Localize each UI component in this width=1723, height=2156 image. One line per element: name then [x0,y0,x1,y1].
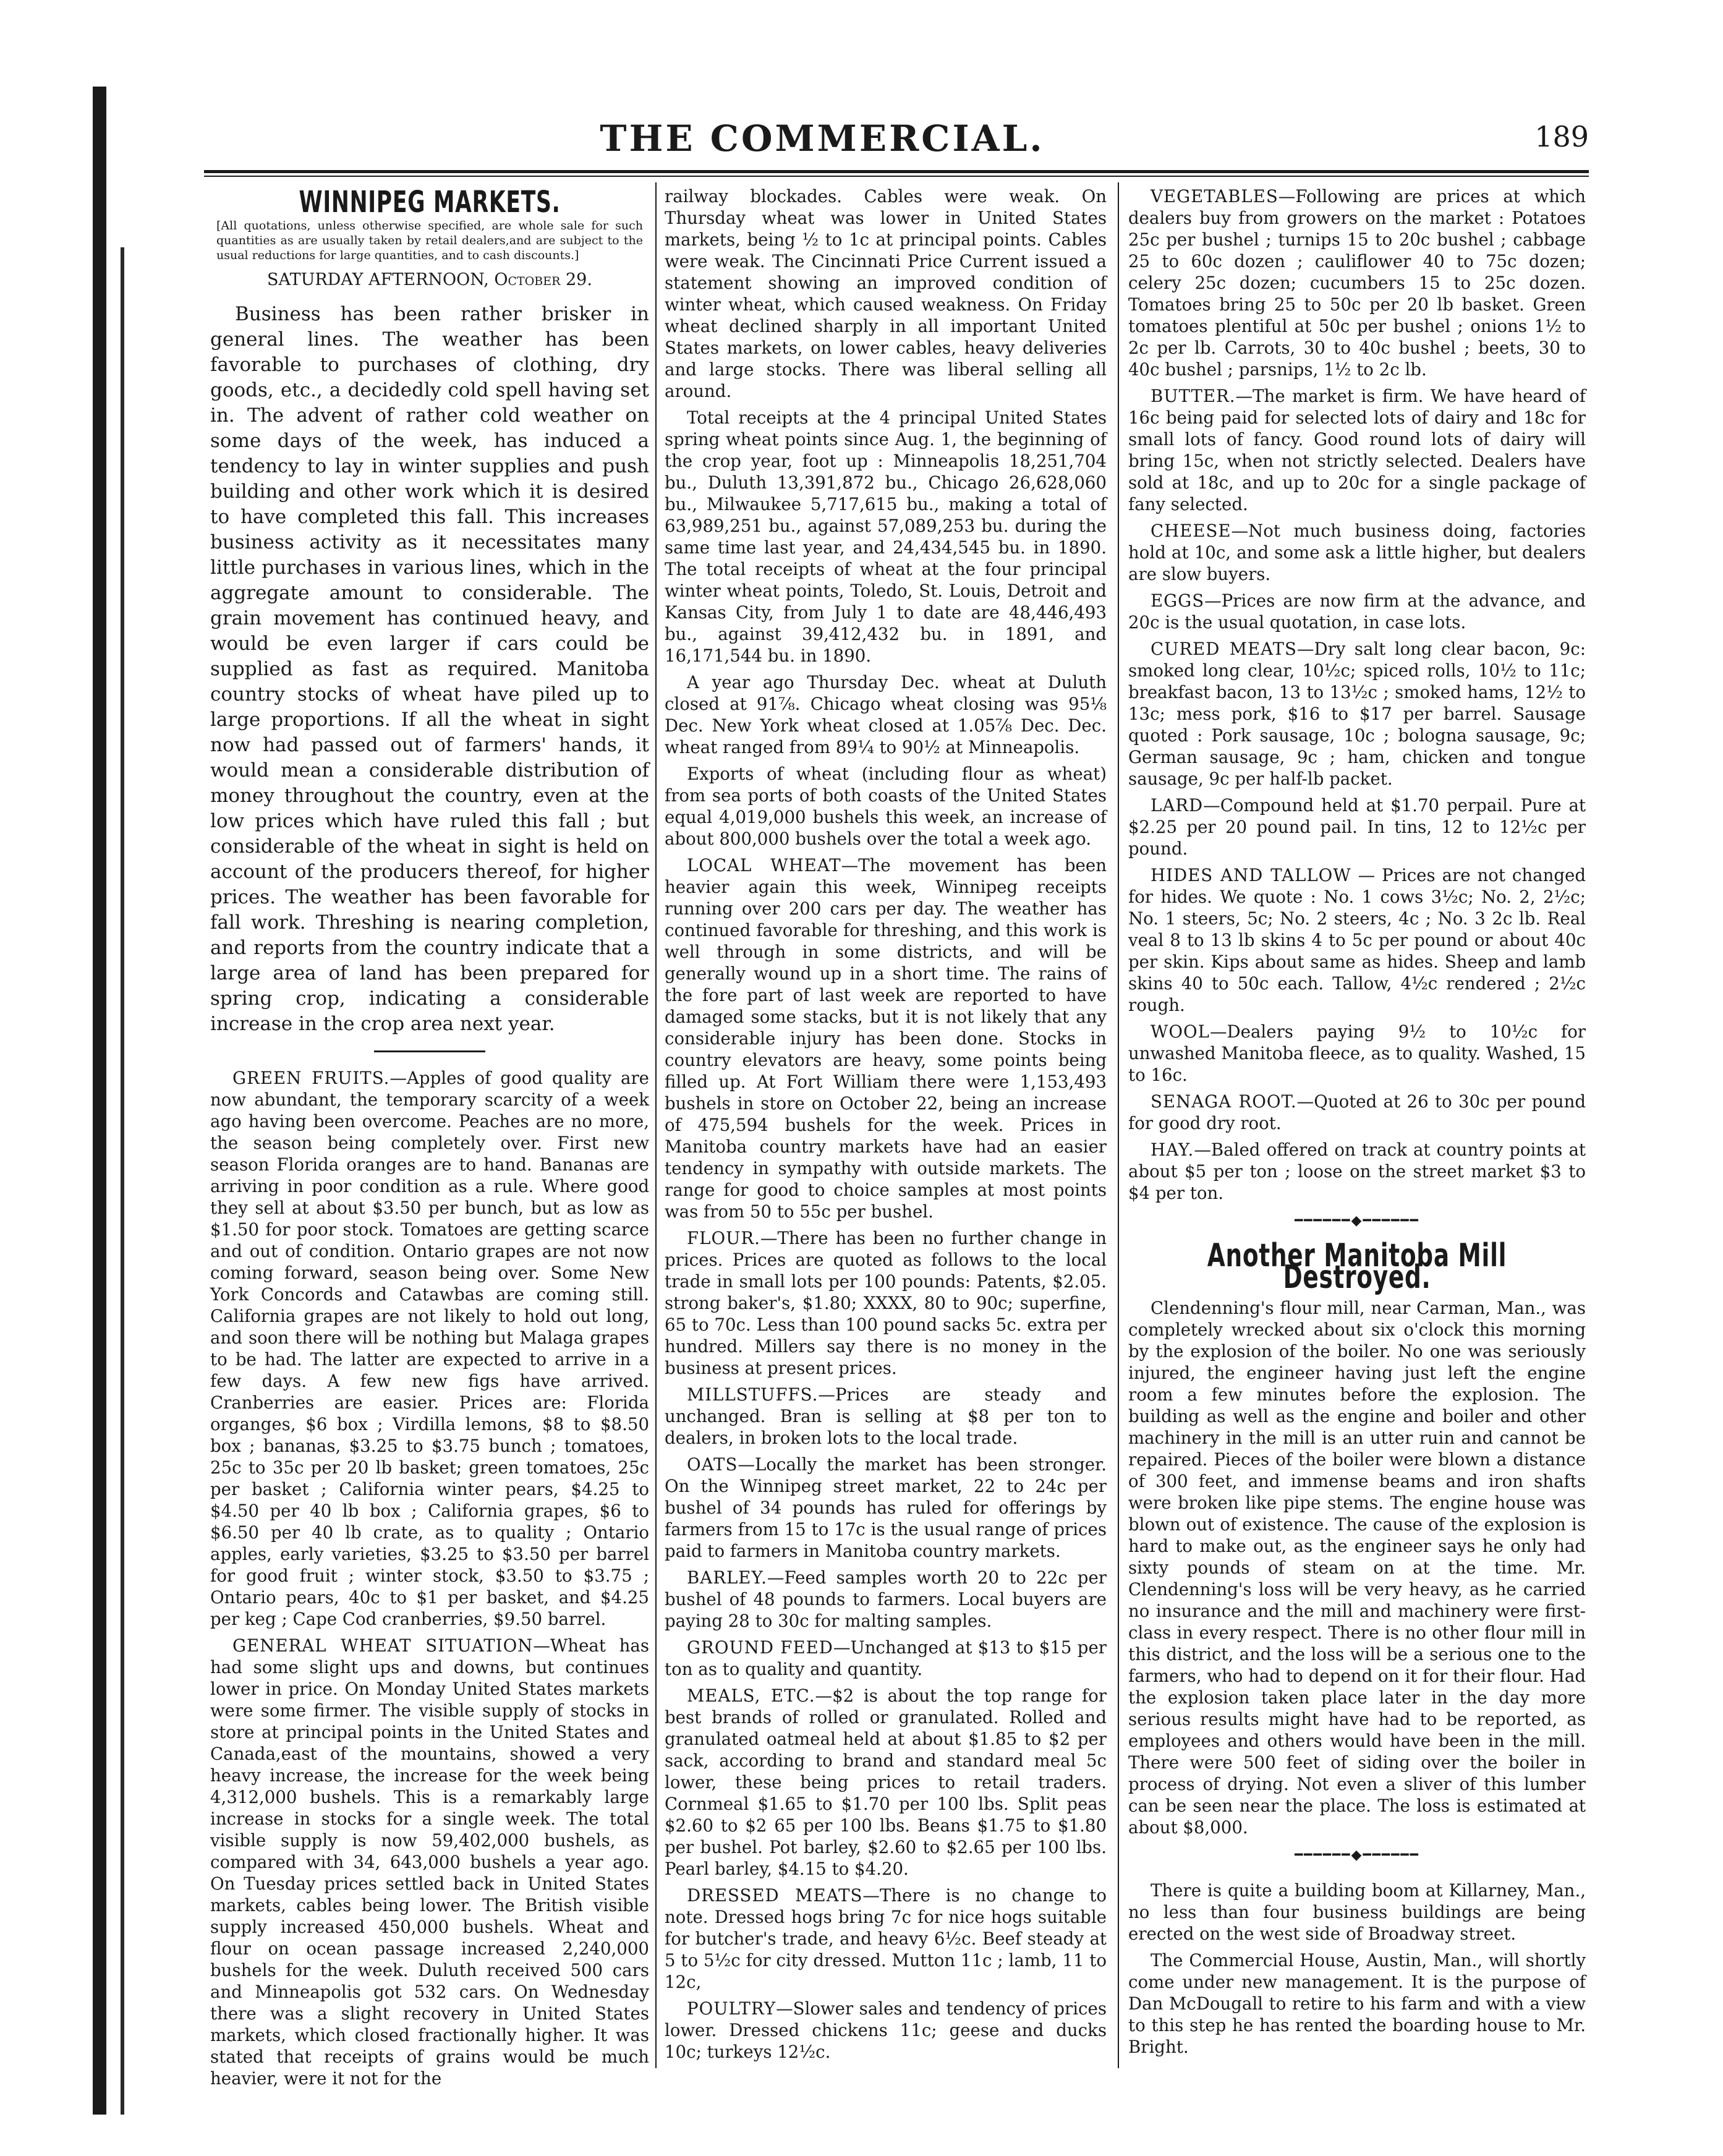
hides-paragraph: HIDES AND TALLOW — Prices are not changed for hides. We quote : No. 1 cows 3½c; No. 2, 2½c; No. 1 steers, 5c; No. 2 steers, 4c ; No. 3 2c lb. Real veal 8 to 13 lb skins 4 to 5c per pound or about 40c per skin. Kips about same as hides. Sheep and lamb skins 40 to 50c each. Tallow, 4½c rendered ; 2½c rough. [1128,865,1586,1015]
senaga-label: SENAGA ROOT. [1151,1091,1297,1112]
barley-paragraph: BARLEY.—Feed samples worth 20 to 22c per bushel of 48 pounds to farmers. Local buyers are paying 28 to 30c for malting samples. [665,1567,1107,1631]
butter-paragraph: BUTTER.—The market is firm. We have heard of 16c being paid for selected lots of dairy and 18c for small lots of fancy. Good round lots of dairy will bring 15c, when not strictly selected. Dealers have sold at 18c, and up to 20c for a single package of fany selected. [1128,386,1586,514]
wheat-situation-paragraph: GENERAL WHEAT SITUATION—Wheat has had some slight ups and downs, but continues lower in price. On Monday United States markets were some firmer. The visible supply of stocks in store at principal points in the United States and Canada,east of the mountains, showed a very heavy increase, the increase for the week being 4,312,000 bushels. This is a remarkably large increase in stocks for a single week. The total visible supply is now 59,402,000 bushels, as compared with 34, 643,000 bushels a year ago. On Tuesday prices settled back in United States markets, cables being lower. The British visible supply increased 450,000 bushels. Wheat and flour on ocean passage increased 2,240,000 bushels for the week. Duluth received 500 cars and Minneapolis got 532 cars. On Wednesday there was a slight recovery in United States markets, which closed fractionally higher. It was stated that receipts of grains would be much heavier, were it not for the [210,1635,649,2089]
ornament-divider: ━━━━━━◆━━━━━━ [1295,1847,1419,1863]
local-wheat-paragraph: LOCAL WHEAT—The movement has been heavier again this week, Winnipeg receipts running over 200 cars per day. The weather has continued favorable for threshing, and this work is well through in some districts, and will be generally wound up in a short time. The rains of the fore part of last week are reported to have damaged some stacks, but it is not likely that any considerable injury has been done. Stocks in country elevators are heavy, some points being filled up. At Fort William there were 1,153,493 bushels in store on October 22, being an increase of 475,594 bushels for the week. Prices in Manitoba country markets have had an easier tendency in sympathy with outside markets. The range for good to choice samples at most points was from 50 to 55c per bushel. [665,855,1107,1222]
dressed-meats-paragraph: DRESSED MEATS—There is no change to note. Dressed hogs bring 7c for nice hogs suitable for butcher's trade, and heavy 6½c. Beef steady at 5 to 5½c for city dressed. Mutton 11c ; lamb, 11 to 12c, [665,1885,1107,1992]
column-2 [665,185,1107,2068]
austin-note: The Commercial House, Austin, Man., will shortly come under new management. It is the purpose of Dan McDougall to retire to his farm and with a view to this step he has rented the boarding house to Mr. Bright. [1128,1950,1586,2057]
year-ago-paragraph: A year ago Thursday Dec. wheat at Duluth closed at 91⅞. Chicago wheat closing was 95⅛ Dec. New York wheat closed at 1.05⅞ Dec. Dec. wheat ranged from 89¼ to 90½ at Minneapolis. [665,672,1107,757]
ground-feed-paragraph: GROUND FEED—Unchanged at $13 to $15 per ton as to quality and quantity. [665,1637,1107,1679]
cured-meats-paragraph: CURED MEATS—Dry salt long clear bacon, 9c: smoked long clear, 10½c; spiced rolls, 10½ to 11c; breakfast bacon, 13 to 13½c ; smoked hams, 12½ to 13c; mess pork, $16 to $17 per barrel. Sausage quoted : Pork sausage, 10c ; bologna sausage, 9c; German sausage, 9c ; ham, chicken and tongue sausage, 9c per half-lb packet. [1128,639,1586,789]
markets-intro: Business has been rather brisker in general lines. The weather has been favorable to purchases of clothing, dry goods, etc., a decidedly cold spell having set in. The advent of rather cold weather on some days of the week, has induced a tendency to lay in winter supplies and push building and other work which it is desired to have completed this fall. This increases business activity as it necessitates many little purchases in various lines, which in the aggregate amount to considerable. The grain movement has continued heavy, and would be even larger if cars could be supplied as fast as required. Manitoba country stocks of wheat have piled up to large proportions. If all the wheat in sight now had passed out of farmers' hands, it would mean a considerable distribution of money throughout the country, even at the low prices which have ruled this fall ; but considerable of the wheat in sight is held on account of the producers thereof, for higher prices. The weather has been favorable for fall work. Threshing is nearing completion, and reports from the country indicate that a large area of land has been prepared for spring crop, indicating a considerable increase in the crop area next year. [210,303,649,1035]
millstuffs-label: MILLSTUFFS. [687,1384,819,1405]
wool-paragraph: WOOL—Dealers paying 9½ to 10½c for unwashed Manitoba fleece, as to quality. Washed, 15 to 16c. [1128,1021,1586,1085]
flour-paragraph: FLOUR.—There has been no further change in prices. Prices are quoted as follows to the local trade in small lots per 100 pounds: Patents, $2.05. strong baker's, $1.80; XXXX, 80 to 90c; superfine, 65 to 70c. Less than 100 pound sacks 5c. extra per hundred. Millers say there is no money in the business at present prices. [665,1228,1107,1378]
column-divider [655,182,657,2068]
local-wheat-label: LOCAL WHEAT [687,855,841,876]
column-3 [1128,185,1586,2063]
lard-paragraph: LARD—Compound held at $1.70 perpail. Pure at $2.25 per 20 pound pail. In tins, 12 to 12½c per pound. [1128,795,1586,859]
green-fruits-paragraph: GREEN FRUITS.—Apples of good quality are now abundant, the temporary scarcity of a week ago having been overcome. Peaches are no more, the season being completely over. First new season Florida oranges are to hand. Bananas are arriving in poor condition as a rule. Where good they sell at about $3.50 per bunch, but as low as $1.50 for poor stock. Tomatoes are getting scarce and out of condition. Ontario grapes are not now coming forward, season being over. Some New York Concords and Catawbas are coming still. California grapes are not likely to hold out long, and soon there will be nothing but Malaga grapes to be had. The latter are expected to arrive in a few days. A few new figs have arrived. Cranberries are easier. Prices are: Florida organges, $6 box ; Virdilla lemons, $8 to $8.50 box ; bananas, $3.25 to $3.75 bunch ; tomatoes, 25c to 35c per 20 lb basket; green tomatoes, 25c per basket ; California winter pears, $4.25 to $4.50 per 40 lb box ; California grapes, $6 to $6.50 per 40 lb crate, as to quality ; Ontario apples, early varieties, $3.25 to $3.50 per barrel for good fruit ; winter stock, $3.50 to $3.75 ; Ontario pears, 40c to $1 per basket, and $4.25 per keg ; Cape Cod cranberries, $9.50 barrel. [210,1068,649,1629]
lard-label: LARD [1151,795,1204,816]
cheese-label: CHEESE [1151,521,1232,541]
dateline: SATURDAY AFTERNOON, October 29. [267,270,592,289]
meals-label: MEALS, ETC. [687,1685,815,1706]
column-1 [210,185,649,2094]
receipts-paragraph: Total receipts at the 4 principal United States spring wheat points since Aug. 1, the beginning of the crop year, foot up : Minneapolis 18,251,704 bu., Duluth 13,391,872 bu., Chicago 26,628,060 bu., Milwaukee 5,717,615 bu., making a total of 63,989,251 bu., against 57,089,253 bu. during the same time last year, and 24,434,545 bu. in 1890. The total receipts of wheat at the four principal winter wheat points, Toledo, St. Louis, Detroit and Kansas City, from July 1 to date are 48,446,493 bu., against 39,412,432 bu. in 1891, and 16,171,544 bu. in 1890. [665,407,1107,666]
wheat-continued: railway blockades. Cables were weak. On Thursday wheat was lower in United States markets, being ½ to 1c at principal points. Cables were weak. The Cincinnati Price Current issued a statement showing an improved condition of winter wheat, which caused weakness. On Friday wheat declined sharply in all important United States markets, on lower cables, heavy deliveries and large stocks. There was liberal selling all around. [665,186,1107,401]
hides-label: HIDES AND TALLOW [1151,865,1351,885]
dressed-meats-label: DRESSED MEATS [687,1885,863,1906]
markets-heading: WINNIPEG MARKETS. [299,185,561,219]
masthead-title: THE COMMERCIAL. [600,117,1045,160]
mill-article: Clendenning's flour mill, near Carman, Man., was completely wrecked about six o'clock this morning by the explosion of the boiler. No one was seriously injured, the engineer having just left the engine room a few minutes before the explosion. The building as well as the engine and boiler and other machinery in the mill is an utter ruin and cannot be repaired. Pieces of the boiler were blown a distance of 300 feet, and immense beams and iron shafts were broken like pipe stems. The engine house was blown out of existence. The cause of the explosion is hard to make out, as the engineer says he only had sixty pounds of steam on at the time. Mr. Clendenning's loss will be very heavy, as he carried no insurance and the mill and machinery were first-class in every respect. There is no other flour mill in this district, and the loss will be a serious one to the farmers, who had to depend on it for their flour. Had the explosion taken place later in the day more serious results might have had to be reported, as employees and others would have been in the mill. There were 500 feet of siding over the boiler in process of drying. Not even a sliver of this lumber can be seen near the place. The loss is estimated at about $8,000. [1128,1298,1586,1838]
masthead-rule [204,170,1589,173]
masthead-rule-thin [204,176,1589,177]
vegetables-label: VEGETABLES [1151,186,1278,207]
wheat-situation-label: GENERAL WHEAT SITUATION [232,1635,534,1656]
poultry-label: POULTRY [687,1998,776,2019]
page-number: 189 [1534,120,1589,153]
hay-paragraph: HAY.—Baled offered on track at country points at about $5 per ton ; loose on the street market $3 to $4 per ton. [1128,1140,1586,1203]
oats-label: OATS [687,1454,738,1475]
cured-meats-label: CURED MEATS [1151,639,1297,659]
binding-shadow [121,247,124,2115]
ground-feed-label: GROUND FEED [687,1637,833,1658]
poultry-paragraph: POULTRY—Slower sales and tendency of prices lower. Dressed chickens 11c; geese and ducks 10c; turkeys 12½c. [665,1998,1107,2062]
column-divider [1118,182,1119,2068]
masthead [198,117,1595,167]
wool-label: WOOL [1151,1021,1210,1042]
cheese-paragraph: CHEESE—Not much business doing, factories hold at 10c, and some ask a little higher, but dealers are slow buyers. [1128,521,1586,584]
ornament-divider: ━━━━━━◆━━━━━━ [1295,1213,1419,1229]
eggs-paragraph: EGGS—Prices are now firm at the advance, and 20c is the usual quotation, in case lots. [1128,590,1586,633]
binding-edge [93,87,106,2115]
senaga-paragraph: SENAGA ROOT.—Quoted at 26 to 30c per pound for good dry root. [1128,1091,1586,1133]
millstuffs-paragraph: MILLSTUFFS.—Prices are steady and unchanged. Bran is selling at $8 per ton to dealers, in broken lots to the local trade. [665,1384,1107,1448]
eggs-label: EGGS [1151,590,1205,611]
green-fruits-label: GREEN FRUITS. [232,1068,390,1088]
barley-label: BARLEY. [687,1567,767,1588]
meals-paragraph: MEALS, ETC.—$2 is about the top range for best brands of rolled or granulated. Rolled and granulated oatmeal held at about $1.85 to $2 per sack, according to brand and standard meal 5c lower, these being prices to retail traders. Cornmeal $1.65 to $1.70 per 100 lbs. Split peas $2.60 to $2 65 per 100 lbs. Beans $1.75 to $1.80 per bushel. Pot barley, $2.60 to $2.65 per 100 lbs. Pearl barley, $4.15 to $4.20. [665,1685,1107,1879]
section-rule [374,1050,485,1052]
quotations-note: [All quotations, unless otherwise specified, are whole sale for such quantities as are usually taken by retail dealers,and are subject to the usual reductions for large quantities, and to cash discounts.] [216,219,643,262]
vegetables-paragraph: VEGETABLES—Following are prices at which dealers buy from growers on the market : Potatoes 25c per bushel ; turnips 15 to 20c bushel ; cabbage 25 to 60c dozen ; cauliflower 40 to 75c dozen; celery 25c dozen; cucumbers 15 to 25c dozen. Tomatoes bring 25 to 50c per 20 lb basket. Green tomatoes plentiful at 50c per bushel ; onions 1½ to 2c per lb. Carrots, 30 to 40c bushel ; beets, 30 to 40c bushel ; parsnips, 1½ to 2c lb. [1128,186,1586,380]
hay-label: HAY. [1151,1140,1194,1160]
mill-heading: Another Manitoba Mill Destroyed. [1207,1237,1507,1296]
killarney-note: There is quite a building boom at Killarney, Man., no less than four business buildings are being erected on the west side of Broadway street. [1128,1880,1586,1944]
flour-label: FLOUR. [687,1228,760,1248]
exports-paragraph: Exports of wheat (including flour as wheat) from sea ports of both coasts of the United States equal 4,019,000 bushels this week, an increase of about 800,000 bushels over the total a week ago. [665,764,1107,849]
butter-label: BUTTER. [1151,386,1236,406]
oats-paragraph: OATS—Locally the market has been stronger. On the Winnipeg street market, 22 to 24c per bushel of 34 pounds has ruled for offerings by farmers from 15 to 17c is the usual range of prices paid to farmers in Manitoba country markets. [665,1454,1107,1561]
